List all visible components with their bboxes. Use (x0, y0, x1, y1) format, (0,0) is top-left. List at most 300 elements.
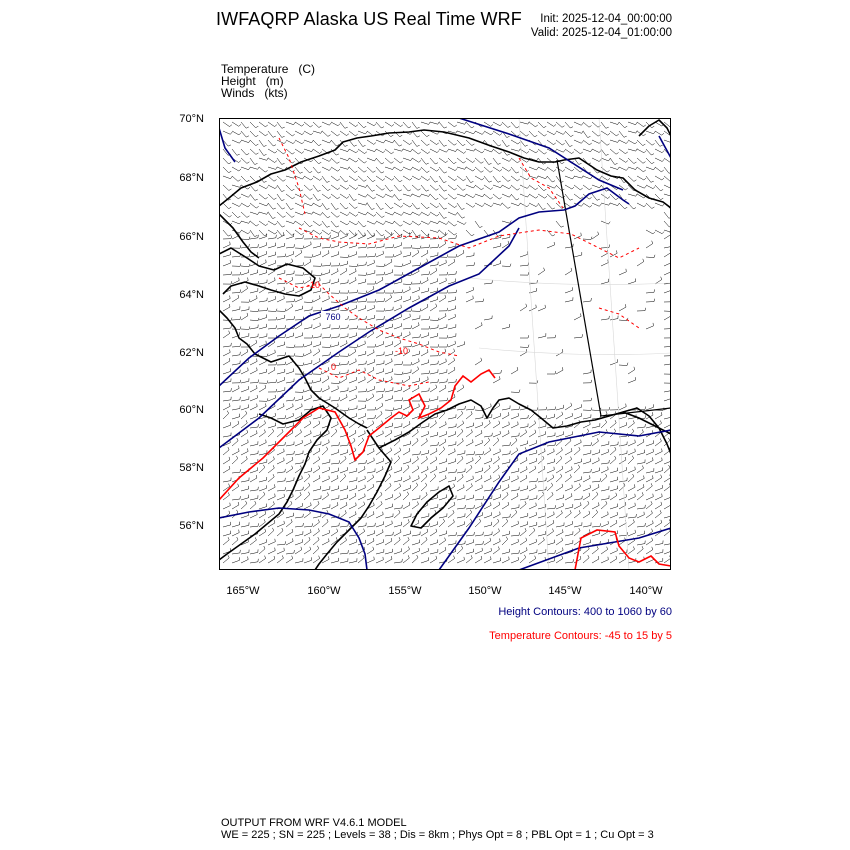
wind-barb (367, 212, 376, 216)
wind-barb (223, 422, 231, 428)
wind-barb (295, 272, 304, 275)
wind-barb (403, 176, 412, 180)
wind-barb (322, 176, 330, 182)
wind-barb (295, 149, 304, 153)
wind-barb (295, 523, 303, 527)
wind-barb (655, 438, 661, 446)
wind-barb (601, 449, 608, 455)
wind-barb (502, 557, 509, 563)
wind-barb (367, 441, 375, 446)
wind-barb (457, 450, 465, 455)
wind-barb (565, 287, 573, 293)
wind-barb (259, 280, 267, 284)
wind-barb (601, 496, 609, 501)
wind-barb (322, 280, 330, 285)
wind-barb (520, 185, 529, 188)
wind-barb (385, 194, 394, 197)
wind-barb (664, 465, 670, 473)
wind-barb (277, 387, 285, 392)
wind-barb (466, 230, 474, 236)
wind-barb (340, 558, 348, 563)
wind-barb (277, 131, 285, 137)
wind-barb (556, 167, 565, 172)
wind-barb (520, 272, 529, 275)
lon-label: 150°W (468, 585, 502, 597)
wind-barb (340, 408, 349, 411)
wind-barb (322, 221, 330, 227)
wind-barb (286, 234, 294, 239)
wind-barb (466, 465, 472, 473)
wind-barb (457, 131, 466, 134)
wind-barb (403, 314, 410, 320)
wind-barb (277, 458, 284, 464)
wind-barb (331, 442, 339, 446)
field-legend (221, 63, 315, 99)
wind-barb (646, 538, 653, 545)
wind-barb (529, 185, 538, 190)
wind-barb (457, 505, 465, 509)
wind-barb (502, 537, 508, 545)
wind-barb (313, 349, 320, 356)
wind-barb (277, 243, 285, 248)
wind-barb (232, 352, 240, 356)
wind-barb (610, 493, 617, 500)
wind-barb (412, 334, 420, 338)
wind-barb (421, 149, 430, 154)
wind-barb (259, 385, 266, 392)
wind-barb (601, 512, 608, 518)
wind-barb (376, 167, 384, 173)
wind-barb (250, 176, 258, 182)
wind-barb (655, 449, 662, 456)
wind-barb (295, 122, 304, 126)
wind-barb (295, 558, 303, 563)
wind-barb (529, 194, 538, 198)
wind-barb (439, 422, 446, 429)
wind-barb (403, 287, 410, 293)
wind-barb (601, 420, 607, 428)
wind-barb (511, 149, 520, 152)
wind-barb (565, 297, 573, 302)
wind-barb (376, 521, 384, 527)
wind-barb (664, 260, 671, 266)
wind-barb (583, 422, 590, 428)
wind-barb (385, 203, 393, 209)
wind-barb (502, 442, 510, 446)
wind-barb (385, 521, 392, 527)
wind-barb (475, 131, 484, 134)
wind-barb (250, 475, 257, 482)
wind-barb (574, 122, 583, 125)
wind-barb (502, 221, 511, 224)
wind-barb (493, 243, 501, 248)
wind-barb (349, 395, 356, 401)
wind-barb (241, 237, 250, 240)
wind-barb (439, 194, 447, 199)
wind-barb (475, 451, 484, 455)
wind-barb (376, 411, 382, 419)
wind-barb (646, 131, 655, 134)
wind-barb (376, 122, 384, 128)
wind-barb (394, 448, 401, 455)
wind-barb (421, 371, 430, 375)
wind-barb (619, 414, 627, 419)
wind-barb (439, 538, 446, 545)
wind-barb (340, 149, 349, 152)
wind-barb (547, 176, 555, 182)
wind-barb (619, 422, 627, 428)
wind-barb (358, 555, 364, 563)
wind-barb (295, 344, 304, 347)
wind-barb (277, 212, 286, 217)
wind-barb (295, 539, 303, 545)
wind-barb (376, 298, 385, 302)
wind-barb (250, 158, 258, 165)
wind-barb (583, 442, 592, 446)
wind-barb (412, 495, 420, 500)
wind-barb (358, 529, 365, 536)
wind-barb (286, 271, 294, 275)
wind-barb (250, 131, 258, 137)
wind-barb (358, 158, 367, 163)
wind-barb (367, 344, 376, 347)
wind-barb (421, 483, 427, 491)
wind-barb (664, 335, 671, 338)
wind-barb (241, 411, 247, 419)
wind-barb (493, 431, 500, 437)
wind-barb (448, 519, 454, 527)
wind-barb (493, 140, 501, 146)
wind-barb (583, 408, 592, 411)
wind-barb (502, 514, 510, 518)
wind-barb (304, 167, 312, 173)
wind-barb (349, 406, 357, 411)
wind-barb (421, 438, 427, 446)
wind-barb (331, 194, 340, 199)
wind-barb (529, 485, 536, 491)
wind-barb (655, 131, 664, 135)
wind-barb (286, 345, 295, 348)
wind-barb (385, 259, 392, 266)
wind-barb (358, 176, 366, 181)
wind-barb (331, 486, 339, 491)
wind-barb (448, 290, 457, 293)
wind-barb (223, 230, 231, 236)
wind-barb (493, 203, 502, 206)
wind-barb (430, 457, 437, 464)
wind-barb (448, 367, 455, 374)
wind-barb (268, 296, 276, 302)
wind-barb (340, 523, 348, 527)
lat-label: 64°N (179, 289, 204, 301)
wind-barb (412, 532, 420, 536)
wind-barb (358, 299, 367, 303)
wind-barb (493, 494, 501, 500)
wind-barb (601, 158, 610, 161)
wind-barb (349, 333, 357, 338)
wind-barb (313, 496, 321, 501)
wind-barb (367, 386, 375, 392)
wind-barb (322, 244, 331, 248)
wind-barb (223, 457, 230, 464)
wind-barb (250, 203, 259, 208)
wind-barb (466, 510, 472, 518)
wind-barb (547, 242, 554, 248)
wind-barb (232, 456, 238, 464)
wind-barb (493, 512, 500, 518)
wind-barb (448, 510, 454, 518)
wind-barb (295, 531, 303, 536)
wind-barb (421, 167, 429, 173)
wind-barb (313, 185, 321, 191)
wind-barb (376, 264, 385, 267)
wind-barb (277, 469, 285, 473)
wind-barb (295, 262, 304, 266)
wind-barb (268, 494, 275, 500)
wind-barb (295, 140, 304, 144)
wind-barb (286, 369, 294, 375)
wind-barb (583, 370, 591, 374)
wind-barb (277, 415, 286, 419)
lon-label: 160°W (307, 585, 341, 597)
wind-barb (430, 442, 438, 446)
wind-barb (304, 242, 311, 248)
wind-barb (457, 250, 464, 257)
wind-barb (610, 486, 618, 491)
wind-barb (511, 532, 520, 536)
wind-barb (349, 493, 356, 500)
wind-barb (538, 333, 546, 338)
wind-barb (241, 313, 248, 320)
wind-barb (232, 344, 241, 348)
wind-barb (412, 194, 421, 197)
wind-barb (286, 442, 294, 446)
wind-barb (232, 421, 239, 428)
wind-barb (430, 325, 438, 329)
wind-barb (376, 458, 384, 464)
wind-barb (223, 296, 230, 303)
wind-barb (475, 358, 482, 365)
wind-barb (664, 371, 671, 374)
wind-barb (610, 420, 616, 428)
wind-barb (583, 485, 590, 491)
wind-barb (448, 140, 457, 145)
wind-barb (286, 404, 293, 410)
wind-barb (529, 539, 536, 545)
wind-barb (322, 122, 331, 125)
wind-barb (574, 522, 582, 527)
wind-barb (448, 341, 455, 347)
wind-barb (313, 243, 321, 248)
wind-barb (610, 158, 618, 165)
wind-barb (277, 541, 286, 545)
wind-barb (322, 185, 330, 191)
wind-barb (268, 176, 277, 181)
wind-barb (232, 278, 239, 284)
wind-barb (475, 548, 482, 554)
wind-barb (412, 502, 419, 510)
wind-barb (520, 547, 527, 554)
wind-barb (511, 406, 520, 410)
wind-barb (331, 475, 338, 482)
wind-barb (664, 194, 671, 197)
wind-barb (574, 510, 580, 518)
wind-barb (421, 203, 429, 209)
wind-barb (295, 306, 303, 311)
wind-barb (367, 233, 374, 239)
wind-barb (223, 185, 231, 191)
wind-barb (313, 221, 322, 226)
wind-barb (394, 221, 403, 226)
wind-barb (430, 474, 436, 482)
wind-barb (394, 194, 402, 200)
wind-barb (637, 140, 645, 146)
wind-barb (250, 149, 258, 154)
wind-barb (304, 131, 313, 135)
wind-barb (340, 370, 348, 374)
wind-barb (250, 430, 257, 437)
wind-barb (259, 430, 265, 438)
wind-barb (232, 530, 239, 536)
wind-barb (484, 420, 490, 428)
wind-barb (295, 451, 303, 455)
wind-barb (376, 212, 384, 218)
wind-barb (376, 394, 383, 401)
wind-barb (223, 433, 231, 437)
wind-barb (349, 277, 356, 284)
wind-barb (376, 251, 383, 257)
wind-barb (439, 531, 447, 536)
wind-barb (385, 448, 392, 455)
wind-barb (340, 167, 349, 170)
wind-barb (241, 176, 249, 182)
wind-barb (232, 406, 240, 411)
wind-barb (340, 194, 349, 198)
wind-barb (628, 449, 635, 455)
wind-barb (547, 529, 554, 537)
wind-barb (295, 131, 304, 135)
wind-barb (367, 448, 374, 455)
wind-barb (628, 547, 635, 555)
wind-barb (484, 433, 492, 437)
wind-barb (610, 512, 617, 518)
wind-barb (520, 122, 529, 125)
wind-barb (313, 149, 322, 154)
wind-barb (439, 221, 448, 225)
wind-barb (574, 459, 582, 464)
wind-barb (664, 361, 671, 365)
wind-barb (313, 388, 321, 392)
lat-label: 58°N (179, 462, 204, 474)
wind-barb (322, 376, 329, 383)
wind-barb (412, 359, 419, 366)
wind-barb (385, 221, 394, 224)
wind-barb (340, 131, 349, 136)
wind-barb (385, 185, 393, 191)
time-info (531, 12, 672, 40)
wind-barb (466, 555, 472, 563)
wind-barb (583, 523, 591, 528)
wind-barb (592, 458, 599, 464)
wind-barb (250, 495, 258, 500)
wind-barb (340, 340, 347, 347)
wind-barb (223, 331, 230, 338)
wind-barb (232, 272, 241, 275)
wind-barb (520, 441, 528, 446)
wind-barb (394, 296, 402, 302)
wind-barb (448, 349, 455, 356)
wind-barb (655, 549, 663, 554)
wind-barb (637, 185, 646, 188)
wind-barb (241, 158, 249, 163)
wind-barb (313, 273, 322, 276)
wind-barb (619, 532, 627, 536)
wind-barb (448, 158, 456, 164)
wind-barb (583, 185, 592, 190)
wind-barb (376, 194, 385, 198)
wind-barb (466, 287, 473, 293)
wind-barb (466, 158, 475, 163)
wind-barb (358, 361, 366, 365)
wind-barb (448, 469, 456, 473)
wind-barb (385, 538, 392, 545)
wind-barb (358, 377, 365, 383)
wind-barb (412, 281, 421, 284)
wind-barb (412, 309, 421, 312)
wind-barb (502, 430, 509, 437)
wind-barb (556, 548, 563, 555)
wind-barb (313, 475, 320, 482)
wind-barb (610, 548, 617, 554)
wind-barb (439, 324, 447, 329)
wind-barb (628, 484, 635, 491)
wind-barb (664, 299, 671, 302)
wind-barb (574, 176, 583, 179)
wind-barb (340, 442, 348, 446)
wind-barb (259, 122, 268, 127)
coast-canada-north (564, 158, 671, 208)
wind-barb (457, 474, 463, 482)
wind-barb (322, 270, 330, 276)
wind-barb (331, 233, 339, 239)
wind-barb (367, 176, 375, 182)
wind-barb (475, 176, 484, 180)
chart-title: IWFAQRP Alaska US Real Time WRF (216, 9, 522, 29)
wind-barb (367, 230, 375, 236)
wind-barb (430, 230, 439, 233)
wind-barb (403, 260, 410, 266)
wind-barb (394, 477, 402, 482)
wind-barb (313, 432, 321, 438)
wind-barb (286, 304, 293, 311)
wind-barb (259, 203, 268, 206)
wind-barb (349, 485, 357, 491)
wind-barb (331, 203, 339, 210)
wind-barb (511, 413, 518, 419)
wind-barb (475, 221, 482, 228)
wind-barb (322, 203, 329, 210)
wind-barb (349, 430, 356, 437)
wind-barb (547, 194, 556, 199)
wind-barb (628, 377, 636, 383)
wind-barb (655, 185, 663, 191)
wind-barb (448, 185, 457, 190)
wind-barb (556, 149, 565, 152)
wind-barb (376, 369, 384, 375)
wind-barb (502, 167, 511, 171)
wind-barb (367, 305, 374, 311)
wind-barb (403, 376, 410, 383)
